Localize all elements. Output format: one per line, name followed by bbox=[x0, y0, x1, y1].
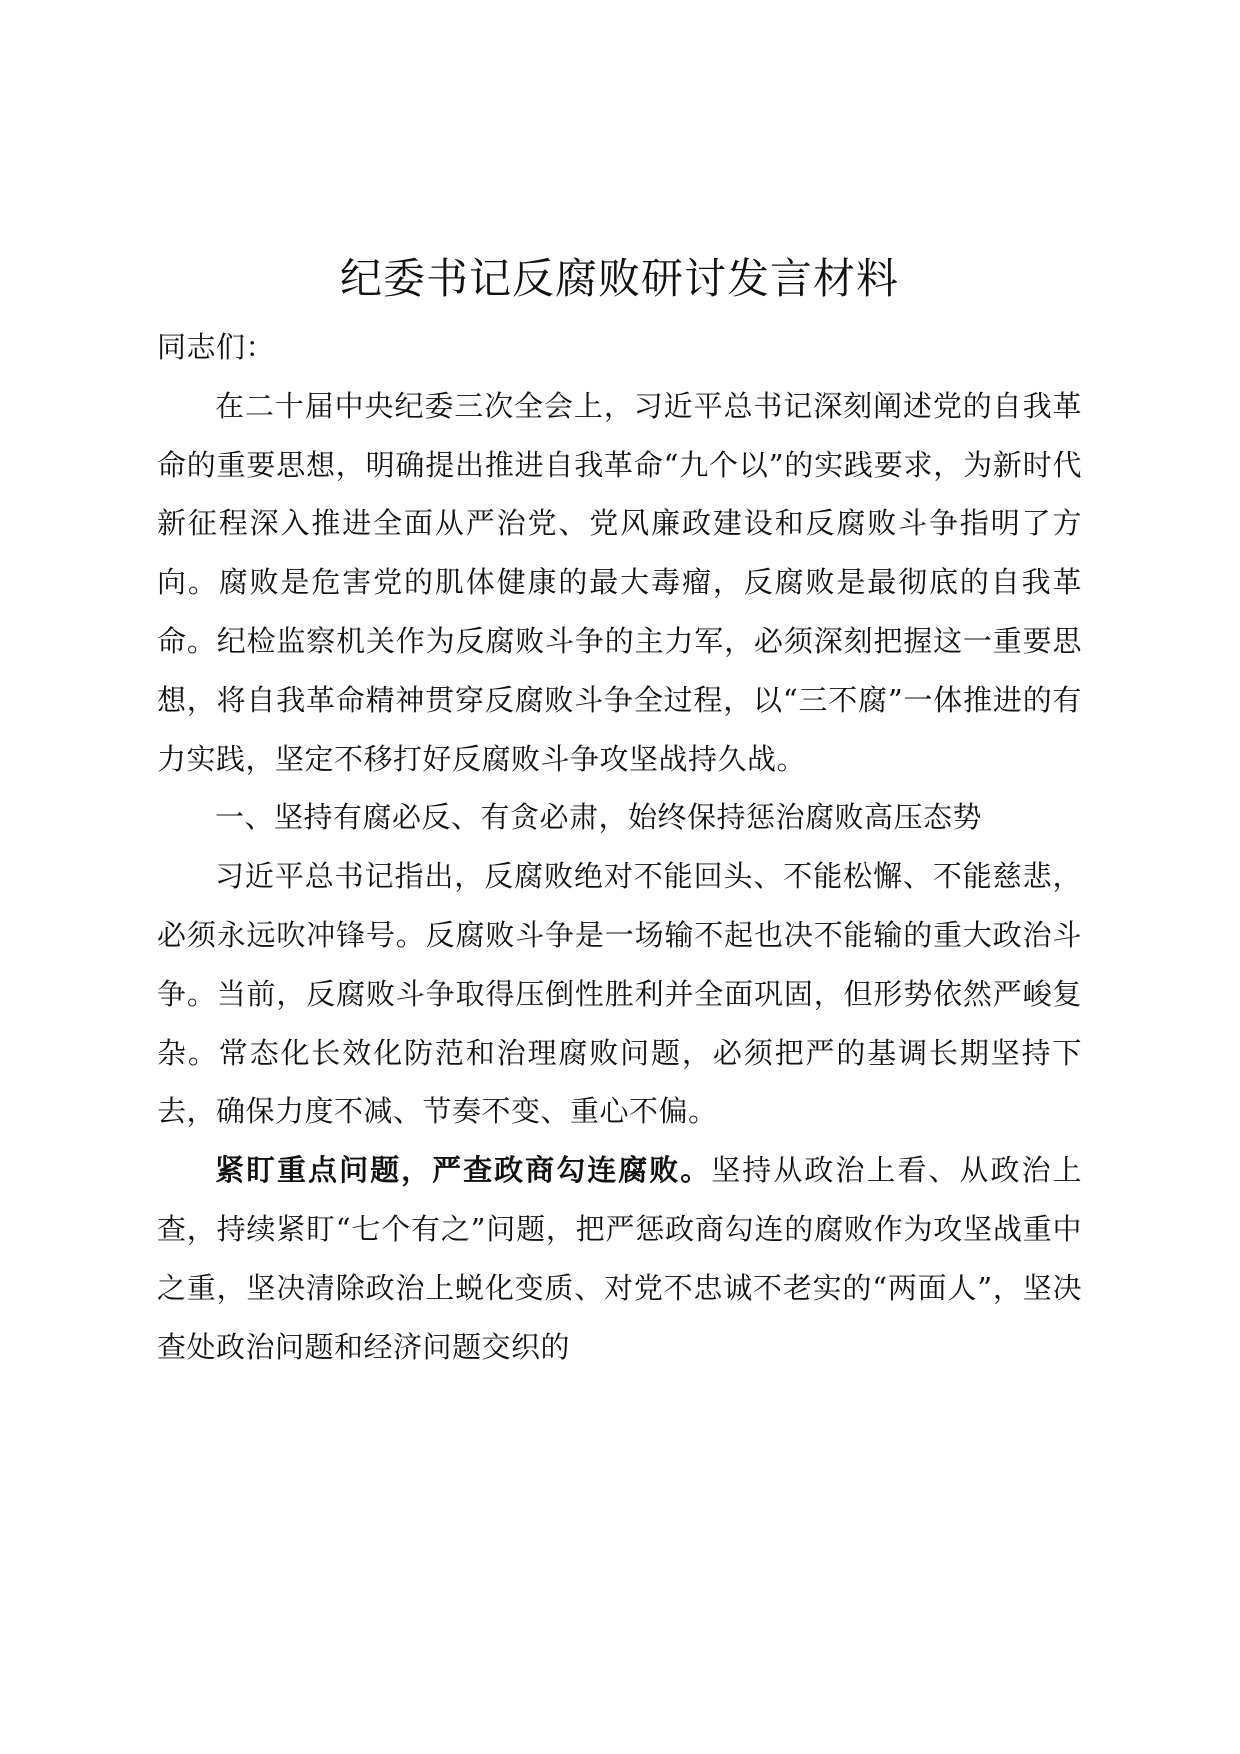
document-title: 纪委书记反腐败研讨发言材料 bbox=[339, 254, 899, 303]
greeting: 同志们： bbox=[157, 330, 276, 364]
section-1-paragraph: 习近平总书记指出，反腐败绝对不能回头、不能松懈、不能慈悲，必须永远吹冲锋号。反腐败斗争是一场输不起也决不能输的重大政治斗争。当前，反腐败斗争取得压倒性胜利并全面巩固，但形势依然严峻复杂。常态化长效化防范和治理腐败问题，必须把严的基调长期坚持下去，确保力度不减、节奏不变、重心不偏。 bbox=[157, 859, 1082, 1129]
point-1-body: 坚持从政治上看、从政治上查，持续紧盯“七个有之”问题，把严惩政商勾连的腐败作为攻坚战重中之重，坚决清除政治上蜕化变质、对党不忠诚不老实的“两面人”，坚决查处政治问题和经济问题交织的 bbox=[157, 1153, 1082, 1364]
document-body bbox=[157, 246, 1082, 1376]
section-heading-1: 一、坚持有腐必反、有贪必肃，始终保持惩治腐败高压态势 bbox=[215, 800, 983, 835]
intro-paragraph: 在二十届中央纪委三次全会上，习近平总书记深刻阐述党的自我革命的重要思想，明确提出推进自我革命“九个以”的实践要求，为新时代新征程深入推进全面从严治党、党风廉政建设和反腐败斗争指明了方向。腐败是危害党的肌体健康的最大毒瘤，反腐败是最彻底的自我革命。纪检监察机关作为反腐败斗争的主力军，必须深刻把握这一重要思想，将自我革命精神贯穿反腐败斗争全过程，以“三不腐”一体推进的有力实践，坚定不移打好反腐败斗争攻坚战持久战。 bbox=[157, 388, 1082, 776]
point-1-paragraph bbox=[157, 1141, 1082, 1376]
point-1-lead: 紧盯重点问题，严查政商勾连腐败。 bbox=[215, 1153, 712, 1188]
